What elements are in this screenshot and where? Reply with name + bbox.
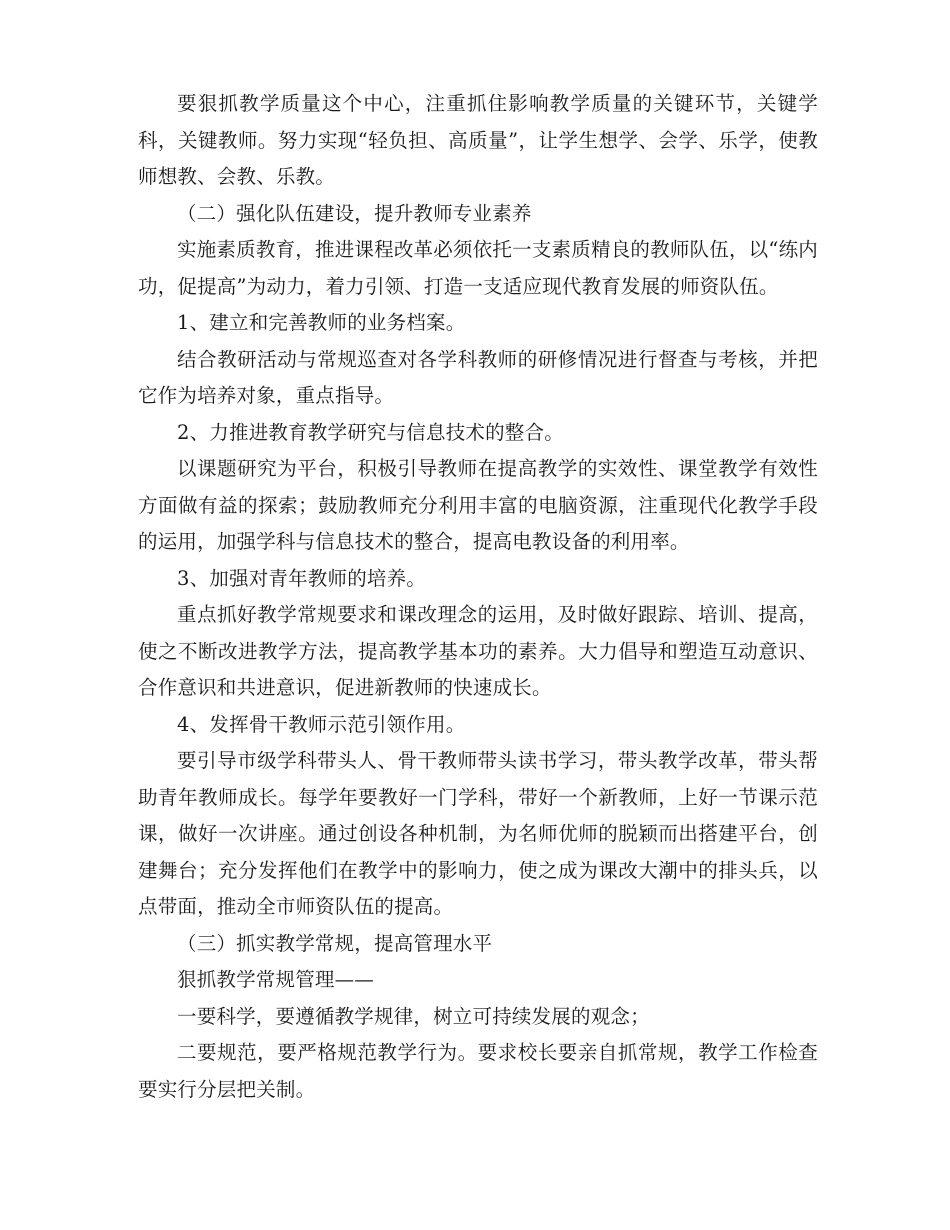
paragraph-routine-management: 狠抓教学常规管理——: [177, 968, 375, 991]
paragraph-item-1: 结合教研活动与常规巡查对各学科教师的研修情况进行督查与考核，并把它作为培养对象，重点指导。: [138, 347, 818, 407]
paragraph-quality-focus: 要狠抓教学质量这个中心，注重抓住影响教学质量的关键环节，关键学科，关键教师。努力实现“轻负担、高质量”，让学生想学、会学、乐学，使教师想教、会教、乐教。: [138, 92, 818, 188]
section-heading-2: （二）强化队伍建设，提升教师专业素养: [177, 201, 532, 225]
paragraph-standardized: 二要规范，要严格规范教学行为。要求校长要亲自抓常规，教学工作检查要实行分层把关制。: [138, 1041, 818, 1101]
paragraph-quality-education: 实施素质教育，推进课程改革必须依托一支素质精良的教师队伍，以“练内功，促提高”为动力，着力引领、打造一支适应现代教育发展的师资队伍。: [138, 238, 818, 298]
item-heading-4: 4、发挥骨干教师示范引领作用。: [177, 712, 466, 736]
paragraph-item-4: 要引导市级学科带头人、骨干教师带头读书学习，带头教学改革，带头帮助青年教师成长。每学年要教好一门学科，带好一个新教师，上好一节课示范课，做好一次讲座。通过创设各种机制，为名师优师的脱颖而出搭建平台，创建舞台；充分发挥他们在教学中的影响力，使之成为课改大潮中的排头兵，以点带面，推动全市师资队伍的提高。: [138, 749, 818, 918]
section-heading-3: （三）抓实教学常规，提高管理水平: [177, 931, 493, 955]
paragraph-scientific: 一要科学，要遵循教学规律，树立可持续发展的观念；: [177, 1004, 650, 1028]
document-body: [138, 86, 818, 1108]
item-heading-2: 2、力推进教育教学研究与信息技术的整合。: [177, 420, 564, 444]
paragraph-item-2: 以课题研究为平台，积极引导教师在提高教学的实效性、课堂教学有效性方面做有益的探索；鼓励教师充分利用丰富的电脑资源，注重现代化教学手段的运用，加强学科与信息技术的整合，提高电教设备的利用率。: [138, 457, 818, 553]
paragraph-item-3: 重点抓好教学常规要求和课改理念的运用，及时做好跟踪、培训、提高，使之不断改进教学方法，提高教学基本功的素养。大力倡导和塑造互动意识、合作意识和共进意识，促进新教师的快速成长。: [138, 603, 818, 699]
item-heading-3: 3、加强对青年教师的培养。: [177, 566, 427, 590]
item-heading-1: 1、建立和完善教师的业务档案。: [177, 311, 466, 334]
